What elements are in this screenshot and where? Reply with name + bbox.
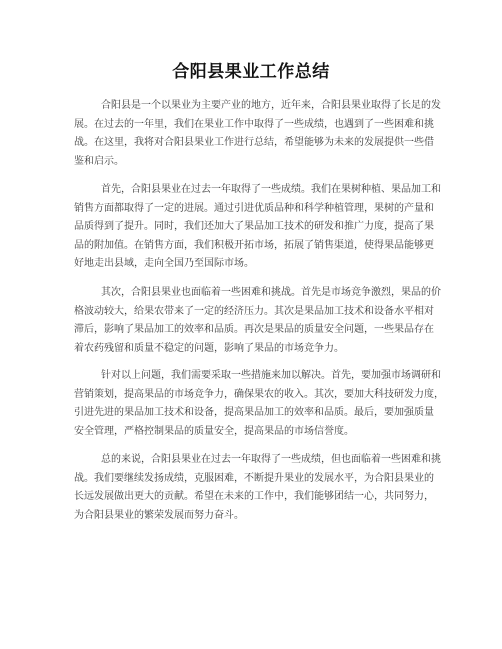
paragraph-3: [74, 284, 441, 358]
paragraph-5: [74, 451, 441, 525]
paragraph-line: 其次，合阳县果业也面临着一些困难和挑战。首先是市场竞争激烈，果品的价: [101, 287, 441, 298]
paragraph-line: 战。在这里，我将对合阳县果业工作进行总结，希望能够为未来的发展提供一些借: [74, 137, 434, 148]
paragraph-line: 总的来说，合阳县果业在过去一年取得了一些成绩，但也面临着一些困难和挑: [101, 454, 441, 465]
paragraph-line: 鉴和启示。: [74, 155, 124, 167]
paragraph-line: 战。我们要继续发扬成绩，克服困难，不断提升果业的发展水平，为合阳县果业的: [74, 472, 434, 484]
paragraph-2: [74, 181, 441, 274]
paragraph-line: 首先，合阳县果业在过去一年取得了一些成绩。我们在果树种植、果品加工和: [101, 184, 441, 195]
paragraph-line: 品质得到了提升。同时，我们还加大了果品加工技术的研发和推广力度，提高了果: [74, 221, 434, 232]
paragraph-line: 着农药残留和质量不稳定的问题，影响了果品的市场竞争力。: [74, 342, 344, 354]
paragraph-line: 好地走出县域，走向全国乃至国际市场。: [74, 258, 254, 269]
paragraph-line: 展。在过去的一年里，我们在果业工作中取得了一些成绩，也遇到了一些困难和挑: [74, 118, 434, 130]
paragraph-line: 销售方面都取得了一定的进展。通过引进优质品种和科学种植管理，果树的产量和: [74, 202, 434, 214]
paragraph-line: 引进先进的果品加工技术和设备，提高果品加工的效率和品质。最后，要加强质量: [74, 407, 434, 418]
paragraph-line: 长远发展做出更大的贡献。希望在未来的工作中，我们能够团结一心，共同努力，: [74, 491, 434, 502]
document-title: 合阳县果业工作总结: [172, 62, 330, 82]
paragraph-1: [74, 97, 441, 171]
paragraph-line: 为合阳县果业的繁荣发展而努力奋斗。: [74, 509, 244, 521]
paragraph-4: [74, 367, 444, 441]
paragraph-line: 格波动较大，给果农带来了一定的经济压力。其次是果品加工技术和设备水平相对: [74, 305, 434, 317]
paragraph-line: 安全管理，严格控制果品的质量安全，提高果品的市场信誉度。: [74, 425, 354, 437]
paragraph-line: 营销策划，提高果品的市场竞争力，确保果农的收入。其次，要加大科技研发力度，: [74, 388, 444, 400]
paragraph-line: 合阳县是一个以果业为主要产业的地方，近年来，合阳县果业取得了长足的发: [101, 100, 441, 111]
paragraph-line: 滞后，影响了果品加工的效率和品质。再次是果品的质量安全问题，一些果品存在: [74, 324, 434, 335]
paragraph-line: 针对以上问题，我们需要采取一些措施来加以解决。首先，要加强市场调研和: [101, 370, 441, 381]
paragraph-line: 品的附加值。在销售方面，我们积极开拓市场，拓展了销售渠道，使得果品能够更: [74, 239, 434, 251]
